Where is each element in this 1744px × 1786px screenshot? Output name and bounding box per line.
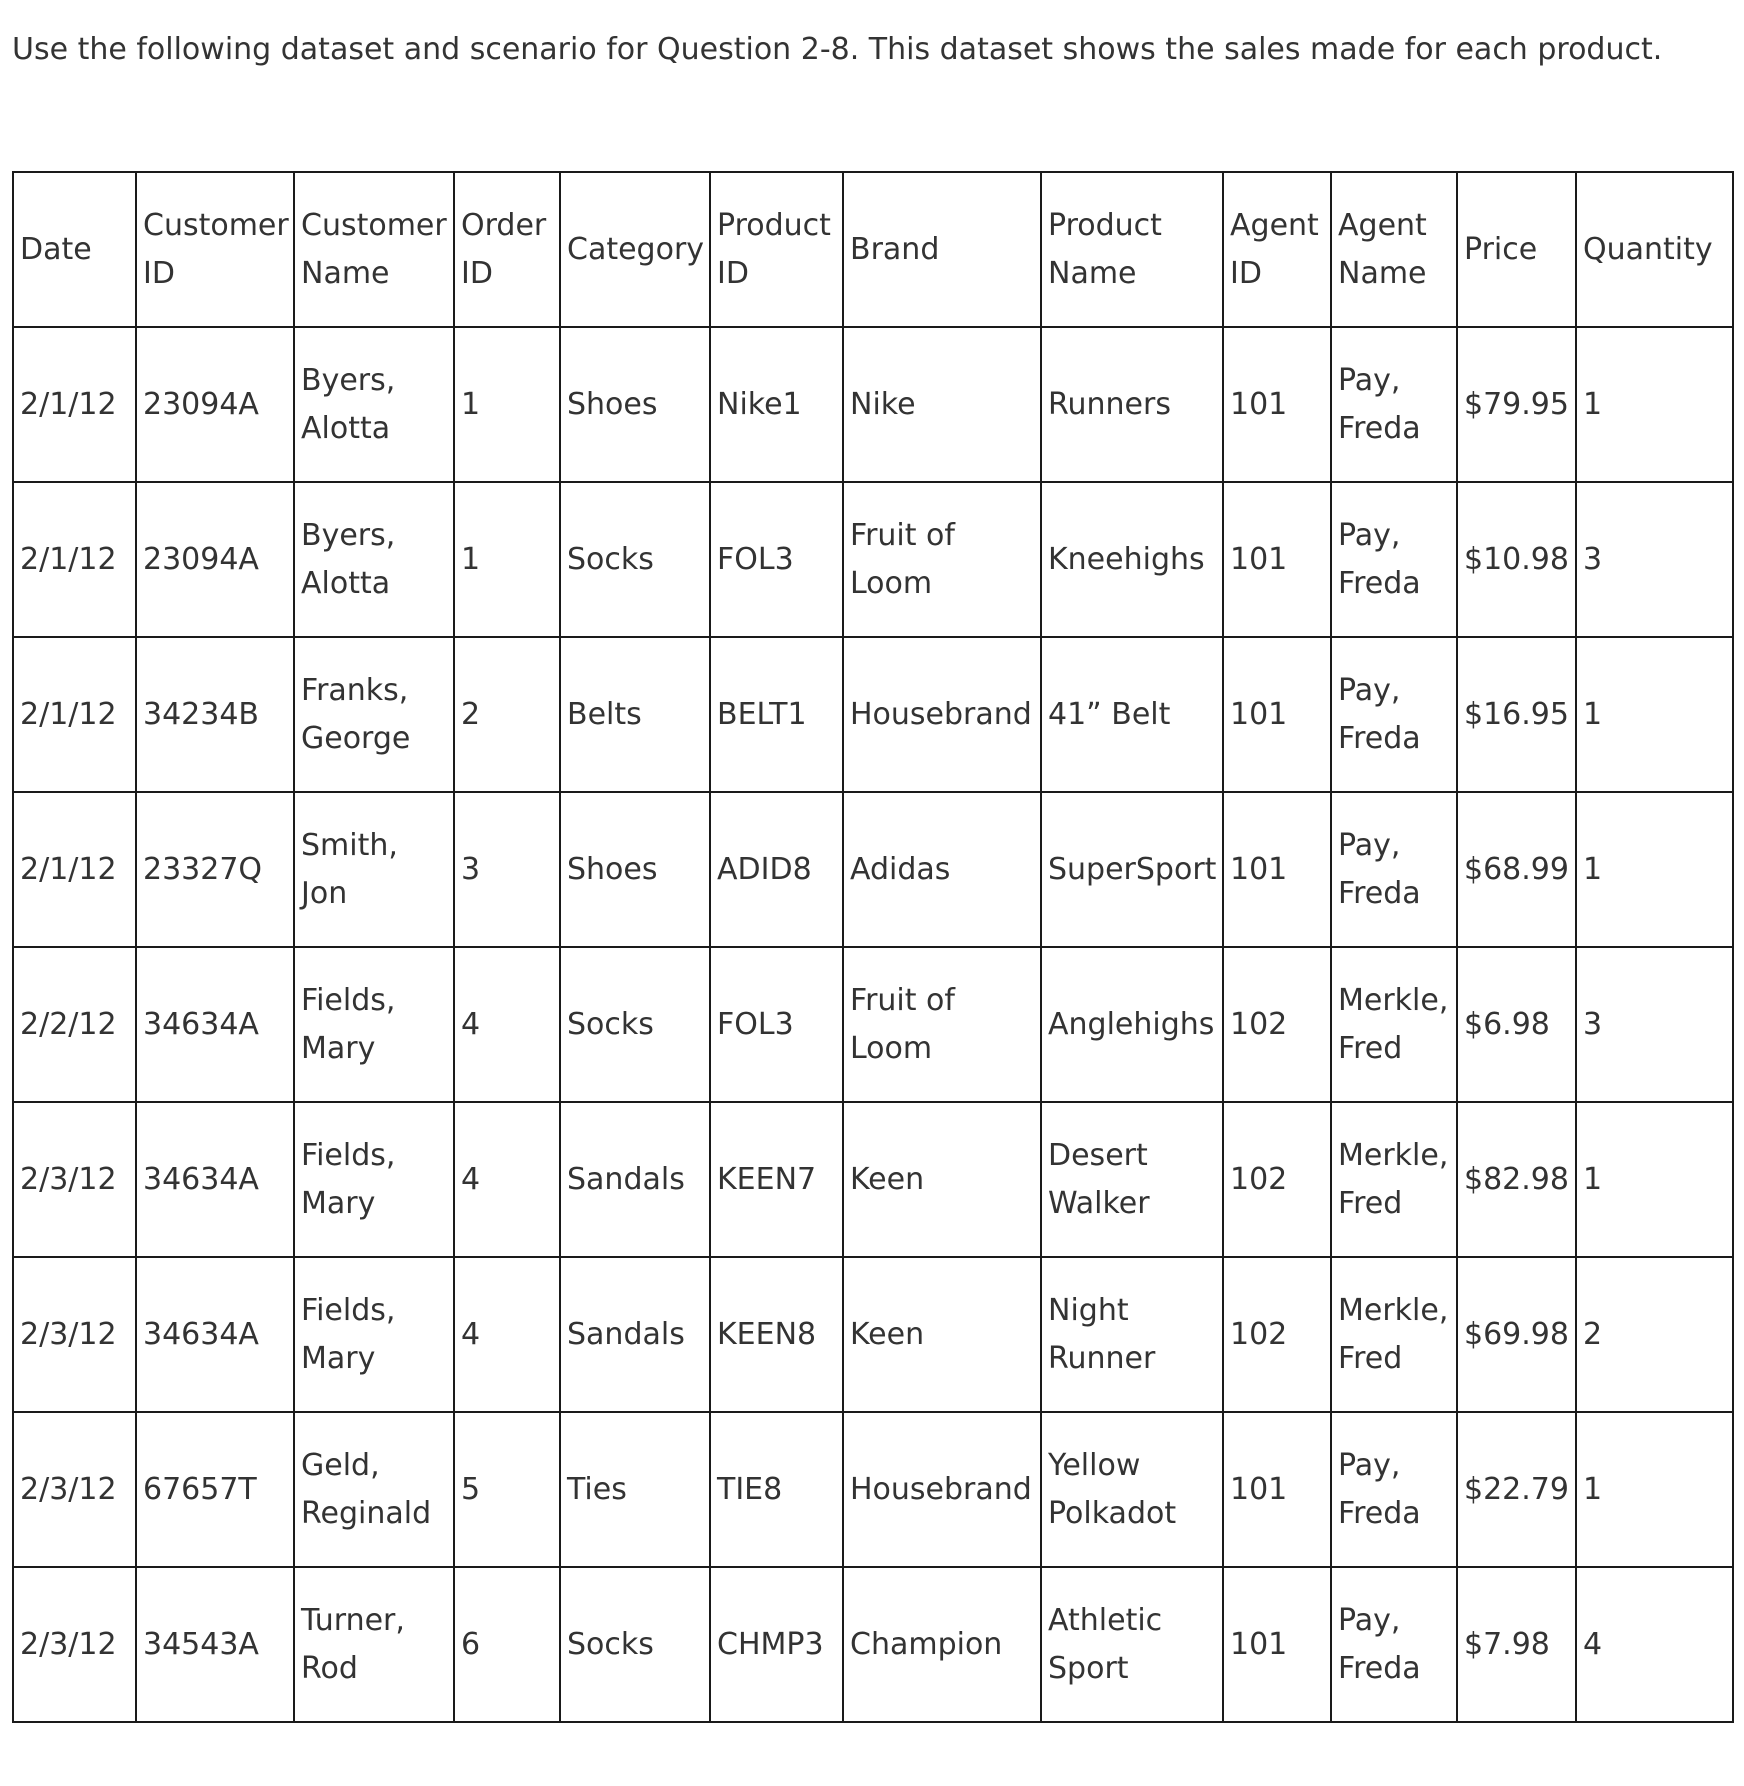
table-cell: 3 <box>1576 947 1733 1102</box>
table-cell: Belts <box>560 637 710 792</box>
table-cell: 2 <box>454 637 560 792</box>
table-cell: Socks <box>560 947 710 1102</box>
table-cell: Pay, Freda <box>1331 327 1457 482</box>
table-cell: 4 <box>454 947 560 1102</box>
table-cell: Smith, Jon <box>294 792 454 947</box>
table-row <box>13 637 1733 792</box>
table-row <box>13 1412 1733 1567</box>
table-cell: 2/1/12 <box>13 482 136 637</box>
table-cell: 2/3/12 <box>13 1257 136 1412</box>
table-cell: 4 <box>454 1102 560 1257</box>
table-cell: 101 <box>1223 1567 1331 1722</box>
table-cell: Nike1 <box>710 327 843 482</box>
table-cell: Fields, Mary <box>294 1102 454 1257</box>
table-cell: $10.98 <box>1457 482 1576 637</box>
table-cell: 34634A <box>136 1257 294 1412</box>
table-cell: 4 <box>454 1257 560 1412</box>
table-cell: 1 <box>1576 327 1733 482</box>
table-cell: 2/1/12 <box>13 327 136 482</box>
table-cell: 4 <box>1576 1567 1733 1722</box>
table-cell: Merkle, Fred <box>1331 1102 1457 1257</box>
table-cell: 34634A <box>136 1102 294 1257</box>
table-cell: 2/3/12 <box>13 1102 136 1257</box>
table-cell: Pay, Freda <box>1331 637 1457 792</box>
table-cell: 23094A <box>136 327 294 482</box>
column-header: Agent ID <box>1223 172 1331 327</box>
table-cell: Housebrand <box>843 1412 1041 1567</box>
table-cell: 23094A <box>136 482 294 637</box>
column-header: Customer Name <box>294 172 454 327</box>
table-cell: 101 <box>1223 637 1331 792</box>
column-header: Quantity <box>1576 172 1733 327</box>
table-cell: Sandals <box>560 1257 710 1412</box>
table-cell: Byers, Alotta <box>294 327 454 482</box>
table-cell: KEEN7 <box>710 1102 843 1257</box>
table-cell: 101 <box>1223 1412 1331 1567</box>
table-cell: 102 <box>1223 1257 1331 1412</box>
intro-text: Use the following dataset and scenario for Question 2-8. This dataset shows the sales made for each product. <box>12 32 1663 67</box>
column-header: Product ID <box>710 172 843 327</box>
table-cell: 1 <box>454 327 560 482</box>
column-header: Product Name <box>1041 172 1223 327</box>
table-cell: ADID8 <box>710 792 843 947</box>
table-cell: 2/3/12 <box>13 1567 136 1722</box>
table-cell: 2/3/12 <box>13 1412 136 1567</box>
table-cell: Anglehighs <box>1041 947 1223 1102</box>
table-cell: 1 <box>454 482 560 637</box>
table-cell: $22.79 <box>1457 1412 1576 1567</box>
table-cell: Housebrand <box>843 637 1041 792</box>
table-cell: Pay, Freda <box>1331 1412 1457 1567</box>
table-row <box>13 1257 1733 1412</box>
table-cell: 1 <box>1576 1102 1733 1257</box>
table-cell: $7.98 <box>1457 1567 1576 1722</box>
table-cell: Keen <box>843 1102 1041 1257</box>
table-cell: 34543A <box>136 1567 294 1722</box>
table-cell: FOL3 <box>710 947 843 1102</box>
table-cell: $16.95 <box>1457 637 1576 792</box>
table-cell: Adidas <box>843 792 1041 947</box>
table-cell: Yellow Polkadot <box>1041 1412 1223 1567</box>
table-cell: Fruit of Loom <box>843 482 1041 637</box>
table-cell: Fruit of Loom <box>843 947 1041 1102</box>
table-cell: Socks <box>560 482 710 637</box>
table-cell: Geld, Reginald <box>294 1412 454 1567</box>
table-cell: Fields, Mary <box>294 947 454 1102</box>
table-cell: 5 <box>454 1412 560 1567</box>
column-header: Brand <box>843 172 1041 327</box>
table-cell: $79.95 <box>1457 327 1576 482</box>
table-cell: Pay, Freda <box>1331 482 1457 637</box>
table-cell: Night Runner <box>1041 1257 1223 1412</box>
table-cell: 23327Q <box>136 792 294 947</box>
table-row <box>13 947 1733 1102</box>
table-cell: Kneehighs <box>1041 482 1223 637</box>
table-cell: Ties <box>560 1412 710 1567</box>
table-cell: Nike <box>843 327 1041 482</box>
table-cell: SuperSport <box>1041 792 1223 947</box>
table-cell: FOL3 <box>710 482 843 637</box>
column-header: Price <box>1457 172 1576 327</box>
table-cell: 34234B <box>136 637 294 792</box>
table-cell: Merkle, Fred <box>1331 947 1457 1102</box>
table-cell: Shoes <box>560 792 710 947</box>
table-body <box>13 327 1733 1722</box>
table-cell: 2 <box>1576 1257 1733 1412</box>
table-cell: Pay, Freda <box>1331 792 1457 947</box>
table-cell: Franks, George <box>294 637 454 792</box>
column-header: Category <box>560 172 710 327</box>
column-header: Date <box>13 172 136 327</box>
table-cell: TIE8 <box>710 1412 843 1567</box>
table-cell: 1 <box>1576 792 1733 947</box>
table-row <box>13 1567 1733 1722</box>
table-cell: Keen <box>843 1257 1041 1412</box>
table-header-row <box>13 172 1733 327</box>
table-cell: CHMP3 <box>710 1567 843 1722</box>
table-cell: Shoes <box>560 327 710 482</box>
table-cell: $82.98 <box>1457 1102 1576 1257</box>
table-cell: $68.99 <box>1457 792 1576 947</box>
table-cell: KEEN8 <box>710 1257 843 1412</box>
column-header: Order ID <box>454 172 560 327</box>
table-cell: 2/2/12 <box>13 947 136 1102</box>
table-cell: Byers, Alotta <box>294 482 454 637</box>
table-cell: Runners <box>1041 327 1223 482</box>
table-row <box>13 482 1733 637</box>
table-cell: Turner, Rod <box>294 1567 454 1722</box>
table-cell: Pay, Freda <box>1331 1567 1457 1722</box>
table-cell: 2/1/12 <box>13 792 136 947</box>
table-cell: 1 <box>1576 1412 1733 1567</box>
table-cell: $69.98 <box>1457 1257 1576 1412</box>
table-cell: 102 <box>1223 1102 1331 1257</box>
sales-table <box>12 171 1734 1723</box>
table-cell: BELT1 <box>710 637 843 792</box>
table-row <box>13 1102 1733 1257</box>
table-cell: 3 <box>1576 482 1733 637</box>
table-cell: 101 <box>1223 792 1331 947</box>
table-cell: Athletic Sport <box>1041 1567 1223 1722</box>
table-cell: Champion <box>843 1567 1041 1722</box>
table-cell: 101 <box>1223 327 1331 482</box>
table-cell: Desert Walker <box>1041 1102 1223 1257</box>
table-cell: 2/1/12 <box>13 637 136 792</box>
table-cell: Sandals <box>560 1102 710 1257</box>
table-cell: 67657T <box>136 1412 294 1567</box>
table-cell: 41” Belt <box>1041 637 1223 792</box>
table-cell: Socks <box>560 1567 710 1722</box>
table-cell: 102 <box>1223 947 1331 1102</box>
table-cell: 6 <box>454 1567 560 1722</box>
table-cell: 34634A <box>136 947 294 1102</box>
table-cell: 1 <box>1576 637 1733 792</box>
table-cell: 101 <box>1223 482 1331 637</box>
table-cell: $6.98 <box>1457 947 1576 1102</box>
table-row <box>13 792 1733 947</box>
column-header: Customer ID <box>136 172 294 327</box>
column-header: Agent Name <box>1331 172 1457 327</box>
table-row <box>13 327 1733 482</box>
table-cell: Merkle, Fred <box>1331 1257 1457 1412</box>
table-cell: 3 <box>454 792 560 947</box>
table-cell: Fields, Mary <box>294 1257 454 1412</box>
